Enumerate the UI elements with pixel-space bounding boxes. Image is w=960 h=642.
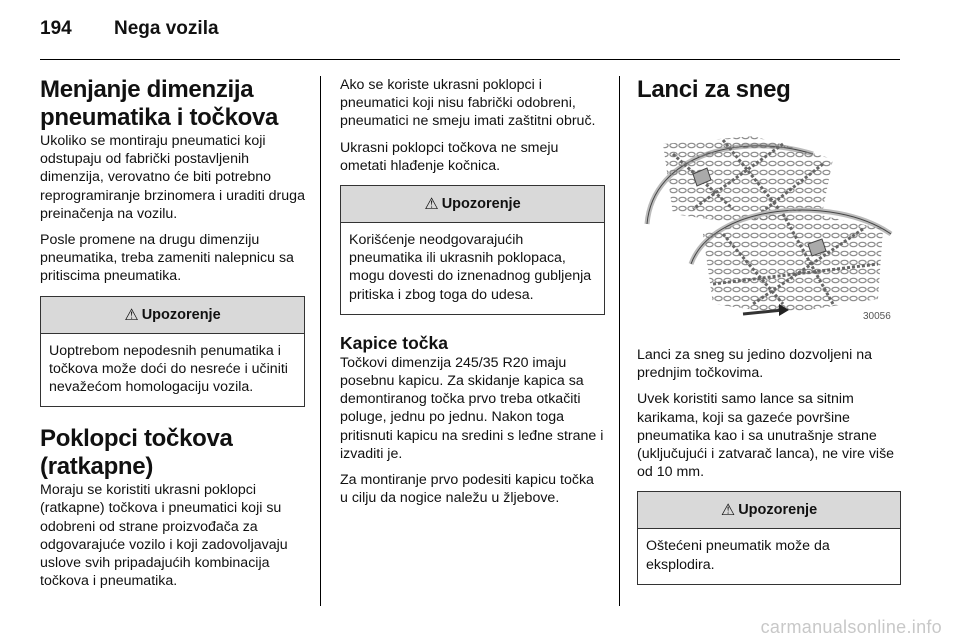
paragraph: Lanci za sneg su jedino dozvoljeni na prednjim točkovima. [637, 347, 873, 382]
section-heading-snow-chains: Lanci za sneg [637, 76, 791, 103]
warning-title: Upozorenje [441, 196, 521, 213]
warning-box [637, 491, 901, 584]
warning-triangle-icon: ⚠ [720, 502, 736, 520]
header-rule [40, 59, 900, 60]
warning-triangle-icon: ⚠ [124, 306, 139, 324]
paragraph: Ukrasni poklopci točkova ne smeju ometati hlađenje kočnica. [340, 139, 559, 174]
snow-chain-lower [691, 209, 891, 316]
warning-box [40, 296, 305, 408]
warning-box [340, 185, 605, 315]
warning-text: Oštećeni pneumatik može da eksplodira. [646, 538, 830, 573]
warning-header [41, 297, 304, 334]
warning-title: Upozorenje [738, 502, 818, 519]
warning-text: Korišćenje neodgovarajućih pneumatika ili ukrasnih poklopaca, mogu dovesti do iznenadnog gubljenja pritiska i zbog toga do udesa. [349, 232, 592, 303]
warning-title: Upozorenje [141, 306, 221, 323]
page-header [40, 18, 219, 40]
section-heading-wheel-caps: Kapice točka [340, 332, 448, 353]
column-3 [637, 76, 901, 603]
paragraph: Moraju se koristiti ukrasni poklopci (ratkapne) točkova i pneumatici koji su odobreni od strane proizvođača za odgovarajuće vozilo i koji zadovoljavaju uslove svih pripadajućih kombinacija točkova i pneumatika. [40, 482, 288, 590]
warning-header [638, 492, 900, 529]
column-1 [40, 76, 305, 598]
column-divider [619, 76, 620, 606]
column-2 [340, 76, 605, 515]
watermark: carmanualsonline.info [760, 617, 942, 637]
paragraph: Ukoliko se montiraju pneumatici koji odstupaju od fabrički postavljenih dimenzija, verovatno će biti potrebno reprogramiranje brzinomera i uraditi druga preinačenja na vozilu. [40, 133, 305, 222]
paragraph: Ako se koriste ukrasni poklopci i pneumatici koji nisu fabrički odobreni, pneumatici ne smeju imati zaštitni obruč. [340, 77, 596, 130]
paragraph: Točkovi dimenzija 245/35 R20 imaju posebnu kapicu. Za skidanje kapica sa demontiranog točka prvo treba otkačiti poluge, jednu po jednu. Nakon toga pritisnuti kapicu na sredini s leđne strane i izvaditi je. [340, 354, 604, 462]
page-number: 194 [40, 18, 72, 39]
paragraph: Za montiranje prvo podesiti kapicu točka u cilju da nogice naležu u žljebove. [340, 472, 594, 507]
section-heading-hubcaps: Poklopci točkova (ratkapne) [40, 425, 233, 481]
column-divider [320, 76, 321, 606]
paragraph: Uvek koristiti samo lance sa sitnim karikama, koji sa gazeće površine pneumatika kao i sa unutrašnje strane (uključujući i zatvarač lanca), ne vire više od 10 mm. [637, 391, 895, 481]
warning-header [341, 186, 604, 223]
chapter-title: Nega vozila [114, 18, 219, 39]
warning-text: Uoptrebom nepodesnih penumatika i točkova može doći do nesreće i učiniti nevažećom homologaciju vozila. [49, 342, 288, 396]
paragraph: Posle promene na drugu dimenziju pneumatika, treba zameniti nalepnicu sa pritiscima pneumatika. [40, 232, 294, 285]
section-heading-tire-size: Menjanje dimenzija pneumatika i točkova [40, 76, 279, 131]
warning-triangle-icon: ⚠ [424, 196, 439, 214]
figure-code: 30056 [863, 311, 891, 322]
snow-chains-illustration [633, 114, 899, 324]
